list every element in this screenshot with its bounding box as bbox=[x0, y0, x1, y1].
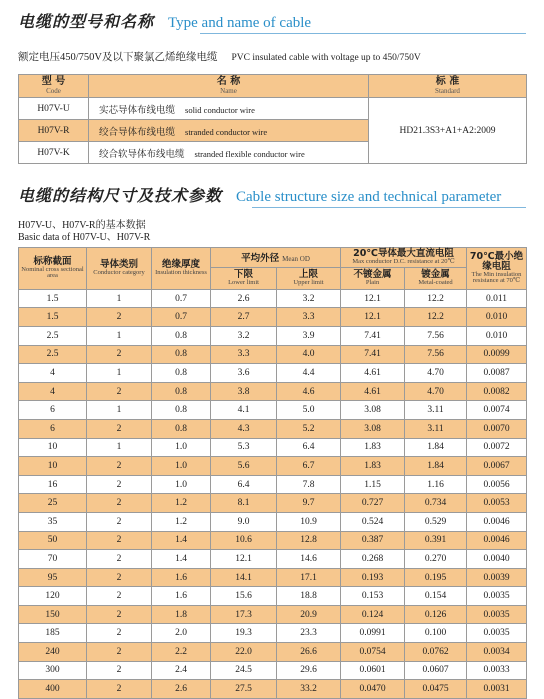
cell-od-lower: 3.2 bbox=[211, 326, 277, 345]
cell-thickness: 0.8 bbox=[152, 345, 211, 364]
cell-resistance-plain: 0.124 bbox=[341, 605, 405, 624]
cell-od-upper: 12.8 bbox=[277, 531, 341, 550]
cell-od-lower: 5.3 bbox=[211, 438, 277, 457]
cell-insulation-resistance: 0.0067 bbox=[467, 457, 527, 476]
cell-thickness: 1.4 bbox=[152, 550, 211, 569]
cell-resistance-plain: 0.387 bbox=[341, 531, 405, 550]
table-row bbox=[19, 661, 527, 680]
cell-category: 2 bbox=[87, 587, 152, 606]
cell-area: 95 bbox=[19, 568, 87, 587]
table-row bbox=[19, 550, 527, 569]
header-lower: 下限 Lower limit bbox=[211, 267, 277, 289]
cell-resistance-coated: 1.84 bbox=[405, 457, 467, 476]
cell-od-upper: 9.7 bbox=[277, 494, 341, 513]
cell-resistance-coated: 0.0475 bbox=[405, 680, 467, 699]
cell-resistance-coated: 7.56 bbox=[405, 326, 467, 345]
cell-od-lower: 27.5 bbox=[211, 680, 277, 699]
cell-area: 70 bbox=[19, 550, 87, 569]
cell-insulation-resistance: 0.0070 bbox=[467, 419, 527, 438]
cell-thickness: 0.8 bbox=[152, 419, 211, 438]
header-thickness: 绝缘厚度 Insulation thickness bbox=[152, 248, 211, 290]
cell-resistance-coated: 4.70 bbox=[405, 364, 467, 383]
cell-thickness: 0.7 bbox=[152, 308, 211, 327]
cell-od-lower: 5.6 bbox=[211, 457, 277, 476]
cell-area: 50 bbox=[19, 531, 87, 550]
cell-od-upper: 26.6 bbox=[277, 643, 341, 662]
cell-od-lower: 4.3 bbox=[211, 419, 277, 438]
cell-insulation-resistance: 0.0039 bbox=[467, 568, 527, 587]
cell-od-lower: 14.1 bbox=[211, 568, 277, 587]
cell-thickness: 1.0 bbox=[152, 475, 211, 494]
cell-resistance-plain: 1.83 bbox=[341, 457, 405, 476]
table-row bbox=[19, 680, 527, 699]
cell-area: 400 bbox=[19, 680, 87, 699]
cell-resistance-plain: 0.0601 bbox=[341, 661, 405, 680]
table-row bbox=[19, 531, 527, 550]
cable-standard: HD21.3S3+A1+A2:2009 bbox=[369, 98, 527, 164]
cell-insulation-resistance: 0.0072 bbox=[467, 438, 527, 457]
cell-od-lower: 17.3 bbox=[211, 605, 277, 624]
cell-insulation-resistance: 0.0082 bbox=[467, 382, 527, 401]
cell-resistance-plain: 7.41 bbox=[341, 345, 405, 364]
cell-area: 240 bbox=[19, 643, 87, 662]
cell-resistance-coated: 0.195 bbox=[405, 568, 467, 587]
cell-area: 10 bbox=[19, 457, 87, 476]
header-area: 标称截面 Nominal cross sectional area bbox=[19, 248, 87, 290]
header-insulation-resistance: 70℃最小绝缘电阻 The Min insulation resistance at 70℃ bbox=[467, 248, 527, 290]
cell-insulation-resistance: 0.0074 bbox=[467, 401, 527, 420]
cell-resistance-coated: 12.2 bbox=[405, 289, 467, 308]
cell-category: 2 bbox=[87, 308, 152, 327]
cell-insulation-resistance: 0.0033 bbox=[467, 661, 527, 680]
cell-category: 2 bbox=[87, 531, 152, 550]
cell-od-upper: 17.1 bbox=[277, 568, 341, 587]
cell-insulation-resistance: 0.0046 bbox=[467, 512, 527, 531]
cell-thickness: 0.8 bbox=[152, 382, 211, 401]
table-header-row bbox=[19, 248, 527, 268]
cable-code: H07V-U bbox=[19, 98, 89, 120]
cell-od-upper: 5.2 bbox=[277, 419, 341, 438]
cell-thickness: 0.8 bbox=[152, 364, 211, 383]
cell-resistance-coated: 0.529 bbox=[405, 512, 467, 531]
cell-resistance-coated: 0.391 bbox=[405, 531, 467, 550]
cell-resistance-plain: 1.15 bbox=[341, 475, 405, 494]
cell-area: 25 bbox=[19, 494, 87, 513]
basic-data-cn: H07V-U、H07V-R的基本数据 bbox=[18, 220, 146, 231]
section-title-en: Type and name of cable bbox=[168, 15, 312, 31]
cell-area: 6 bbox=[19, 401, 87, 420]
cell-insulation-resistance: 0.0056 bbox=[467, 475, 527, 494]
cell-area: 1.5 bbox=[19, 308, 87, 327]
cell-resistance-coated: 0.100 bbox=[405, 624, 467, 643]
cell-insulation-resistance: 0.0040 bbox=[467, 550, 527, 569]
cell-resistance-coated: 7.56 bbox=[405, 345, 467, 364]
cell-od-upper: 33.2 bbox=[277, 680, 341, 699]
cell-thickness: 1.6 bbox=[152, 587, 211, 606]
cable-type-table bbox=[18, 74, 527, 164]
table-row bbox=[19, 438, 527, 457]
subtitle-cn: 额定电压450/750V及以下聚氯乙烯绝缘电缆 bbox=[18, 52, 218, 63]
cell-od-lower: 2.6 bbox=[211, 289, 277, 308]
cell-od-upper: 3.3 bbox=[277, 308, 341, 327]
cell-resistance-coated: 0.154 bbox=[405, 587, 467, 606]
cell-insulation-resistance: 0.0034 bbox=[467, 643, 527, 662]
cell-resistance-coated: 0.126 bbox=[405, 605, 467, 624]
cell-category: 1 bbox=[87, 326, 152, 345]
cell-category: 1 bbox=[87, 401, 152, 420]
cell-thickness: 0.7 bbox=[152, 289, 211, 308]
cell-resistance-plain: 0.0754 bbox=[341, 643, 405, 662]
cell-category: 2 bbox=[87, 550, 152, 569]
cell-resistance-plain: 0.0991 bbox=[341, 624, 405, 643]
cell-insulation-resistance: 0.0053 bbox=[467, 494, 527, 513]
cell-od-upper: 4.0 bbox=[277, 345, 341, 364]
cell-od-lower: 4.1 bbox=[211, 401, 277, 420]
cell-category: 2 bbox=[87, 475, 152, 494]
cell-insulation-resistance: 0.0035 bbox=[467, 605, 527, 624]
cell-resistance-coated: 4.70 bbox=[405, 382, 467, 401]
cell-category: 2 bbox=[87, 382, 152, 401]
table-row bbox=[19, 98, 527, 120]
header-code: 型 号 Code bbox=[19, 75, 89, 98]
cell-area: 185 bbox=[19, 624, 87, 643]
cable-name: 实芯导体布线电缆 solid conductor wire bbox=[89, 98, 369, 120]
cell-category: 2 bbox=[87, 624, 152, 643]
cell-od-upper: 20.9 bbox=[277, 605, 341, 624]
basic-data-en: Basic data of H07V-U、H07V-R bbox=[18, 232, 151, 243]
table-row bbox=[19, 587, 527, 606]
cell-area: 4 bbox=[19, 382, 87, 401]
cell-resistance-plain: 0.0470 bbox=[341, 680, 405, 699]
table-row bbox=[19, 382, 527, 401]
section-title-cn: 电缆的结构尺寸及技术参数 bbox=[18, 186, 223, 205]
cell-thickness: 0.8 bbox=[152, 401, 211, 420]
subtitle-en: PVC insulated cable with voltage up to 450/750V bbox=[231, 53, 421, 63]
cell-resistance-plain: 3.08 bbox=[341, 401, 405, 420]
cell-od-upper: 10.9 bbox=[277, 512, 341, 531]
section-title-cn: 电缆的型号和名称 bbox=[18, 12, 155, 31]
cell-thickness: 2.6 bbox=[152, 680, 211, 699]
cell-category: 2 bbox=[87, 643, 152, 662]
table-row bbox=[19, 401, 527, 420]
cell-od-lower: 3.8 bbox=[211, 382, 277, 401]
cell-area: 35 bbox=[19, 512, 87, 531]
cell-thickness: 1.8 bbox=[152, 605, 211, 624]
header-category: 导体类别 Conductor category bbox=[87, 248, 152, 290]
cable-subtitle bbox=[18, 49, 421, 64]
cell-od-upper: 5.0 bbox=[277, 401, 341, 420]
section-title-type bbox=[18, 6, 311, 32]
cell-od-lower: 9.0 bbox=[211, 512, 277, 531]
cell-od-upper: 18.8 bbox=[277, 587, 341, 606]
cell-area: 150 bbox=[19, 605, 87, 624]
cell-thickness: 1.0 bbox=[152, 438, 211, 457]
cell-resistance-coated: 0.0607 bbox=[405, 661, 467, 680]
cell-resistance-coated: 0.270 bbox=[405, 550, 467, 569]
cell-thickness: 1.4 bbox=[152, 531, 211, 550]
cell-category: 2 bbox=[87, 661, 152, 680]
cell-od-upper: 4.6 bbox=[277, 382, 341, 401]
table-row bbox=[19, 326, 527, 345]
cell-od-upper: 23.3 bbox=[277, 624, 341, 643]
cell-resistance-plain: 0.153 bbox=[341, 587, 405, 606]
cell-thickness: 1.6 bbox=[152, 568, 211, 587]
cell-od-lower: 3.3 bbox=[211, 345, 277, 364]
table-row bbox=[19, 494, 527, 513]
cell-area: 10 bbox=[19, 438, 87, 457]
cable-code: H07V-R bbox=[19, 120, 89, 142]
cell-resistance-plain: 0.193 bbox=[341, 568, 405, 587]
cell-category: 2 bbox=[87, 512, 152, 531]
cell-resistance-plain: 12.1 bbox=[341, 308, 405, 327]
cell-od-upper: 3.9 bbox=[277, 326, 341, 345]
table-body bbox=[19, 289, 527, 698]
cell-resistance-coated: 3.11 bbox=[405, 419, 467, 438]
cell-od-upper: 7.8 bbox=[277, 475, 341, 494]
cell-resistance-coated: 1.84 bbox=[405, 438, 467, 457]
table-row bbox=[19, 345, 527, 364]
table-row bbox=[19, 568, 527, 587]
cell-od-upper: 3.2 bbox=[277, 289, 341, 308]
cell-area: 6 bbox=[19, 419, 87, 438]
cell-thickness: 1.2 bbox=[152, 494, 211, 513]
header-upper: 上限 Upper limit bbox=[277, 267, 341, 289]
cell-od-lower: 3.6 bbox=[211, 364, 277, 383]
cell-insulation-resistance: 0.010 bbox=[467, 308, 527, 327]
cell-category: 1 bbox=[87, 438, 152, 457]
cell-od-lower: 10.6 bbox=[211, 531, 277, 550]
title-rule bbox=[252, 207, 526, 208]
cell-category: 2 bbox=[87, 457, 152, 476]
cell-od-lower: 8.1 bbox=[211, 494, 277, 513]
cell-category: 2 bbox=[87, 494, 152, 513]
table-row bbox=[19, 643, 527, 662]
cell-od-upper: 29.6 bbox=[277, 661, 341, 680]
cell-area: 2.5 bbox=[19, 326, 87, 345]
cell-area: 120 bbox=[19, 587, 87, 606]
section-title-en: Cable structure size and technical parameter bbox=[236, 189, 502, 205]
title-rule bbox=[200, 33, 526, 34]
cell-category: 2 bbox=[87, 345, 152, 364]
cell-insulation-resistance: 0.010 bbox=[467, 326, 527, 345]
cell-insulation-resistance: 0.011 bbox=[467, 289, 527, 308]
cell-thickness: 1.0 bbox=[152, 457, 211, 476]
header-standard: 标 准 Standard bbox=[369, 75, 527, 98]
cell-resistance-coated: 0.734 bbox=[405, 494, 467, 513]
cell-area: 1.5 bbox=[19, 289, 87, 308]
technical-data-table bbox=[18, 247, 527, 699]
cell-category: 2 bbox=[87, 680, 152, 699]
cell-resistance-coated: 3.11 bbox=[405, 401, 467, 420]
header-name: 名 称 Name bbox=[89, 75, 369, 98]
cell-od-lower: 12.1 bbox=[211, 550, 277, 569]
cell-insulation-resistance: 0.0035 bbox=[467, 587, 527, 606]
table-row bbox=[19, 289, 527, 308]
section-title-params bbox=[18, 180, 501, 206]
cell-thickness: 1.2 bbox=[152, 512, 211, 531]
cable-name: 绞合软导体布线电缆 stranded flexible conductor wire bbox=[89, 142, 369, 164]
cell-od-lower: 15.6 bbox=[211, 587, 277, 606]
cell-od-lower: 2.7 bbox=[211, 308, 277, 327]
cell-insulation-resistance: 0.0046 bbox=[467, 531, 527, 550]
table-row bbox=[19, 605, 527, 624]
cell-area: 4 bbox=[19, 364, 87, 383]
header-plain: 不镀金属 Plain bbox=[341, 267, 405, 289]
cell-resistance-coated: 0.0762 bbox=[405, 643, 467, 662]
cell-insulation-resistance: 0.0087 bbox=[467, 364, 527, 383]
cell-od-upper: 6.4 bbox=[277, 438, 341, 457]
table-header-row bbox=[19, 75, 527, 98]
header-mean-od: 平均外径 Mean OD bbox=[211, 248, 341, 268]
table-row bbox=[19, 475, 527, 494]
cell-resistance-plain: 3.08 bbox=[341, 419, 405, 438]
cell-od-upper: 6.7 bbox=[277, 457, 341, 476]
cell-insulation-resistance: 0.0035 bbox=[467, 624, 527, 643]
cell-category: 2 bbox=[87, 419, 152, 438]
cell-resistance-coated: 1.16 bbox=[405, 475, 467, 494]
cable-name: 绞合导体布线电缆 stranded conductor wire bbox=[89, 120, 369, 142]
cell-insulation-resistance: 0.0099 bbox=[467, 345, 527, 364]
cell-category: 1 bbox=[87, 289, 152, 308]
cell-od-lower: 24.5 bbox=[211, 661, 277, 680]
cell-area: 300 bbox=[19, 661, 87, 680]
cell-resistance-plain: 7.41 bbox=[341, 326, 405, 345]
cell-category: 2 bbox=[87, 605, 152, 624]
cell-resistance-coated: 12.2 bbox=[405, 308, 467, 327]
cable-code: H07V-K bbox=[19, 142, 89, 164]
table-row bbox=[19, 624, 527, 643]
cell-od-upper: 4.4 bbox=[277, 364, 341, 383]
cell-resistance-plain: 4.61 bbox=[341, 382, 405, 401]
table-row bbox=[19, 308, 527, 327]
cell-thickness: 2.2 bbox=[152, 643, 211, 662]
cell-area: 2.5 bbox=[19, 345, 87, 364]
cell-resistance-plain: 1.83 bbox=[341, 438, 405, 457]
cell-od-lower: 19.3 bbox=[211, 624, 277, 643]
table-row bbox=[19, 364, 527, 383]
table-row bbox=[19, 512, 527, 531]
cell-resistance-plain: 0.268 bbox=[341, 550, 405, 569]
cell-od-lower: 22.0 bbox=[211, 643, 277, 662]
cell-resistance-plain: 4.61 bbox=[341, 364, 405, 383]
table-row bbox=[19, 419, 527, 438]
cell-thickness: 2.0 bbox=[152, 624, 211, 643]
header-coated: 镀金属 Metal-coated bbox=[405, 267, 467, 289]
cell-thickness: 0.8 bbox=[152, 326, 211, 345]
cell-insulation-resistance: 0.0031 bbox=[467, 680, 527, 699]
cell-od-lower: 6.4 bbox=[211, 475, 277, 494]
table-row bbox=[19, 457, 527, 476]
basic-data-caption bbox=[18, 220, 150, 244]
cell-category: 2 bbox=[87, 568, 152, 587]
cell-resistance-plain: 0.524 bbox=[341, 512, 405, 531]
cell-category: 1 bbox=[87, 364, 152, 383]
cell-resistance-plain: 0.727 bbox=[341, 494, 405, 513]
cell-thickness: 2.4 bbox=[152, 661, 211, 680]
cell-area: 16 bbox=[19, 475, 87, 494]
cell-od-upper: 14.6 bbox=[277, 550, 341, 569]
header-dc-resistance: 20℃导体最大直流电阻 Max conductor D.C. resistance at 20℃ bbox=[341, 248, 467, 268]
cell-resistance-plain: 12.1 bbox=[341, 289, 405, 308]
